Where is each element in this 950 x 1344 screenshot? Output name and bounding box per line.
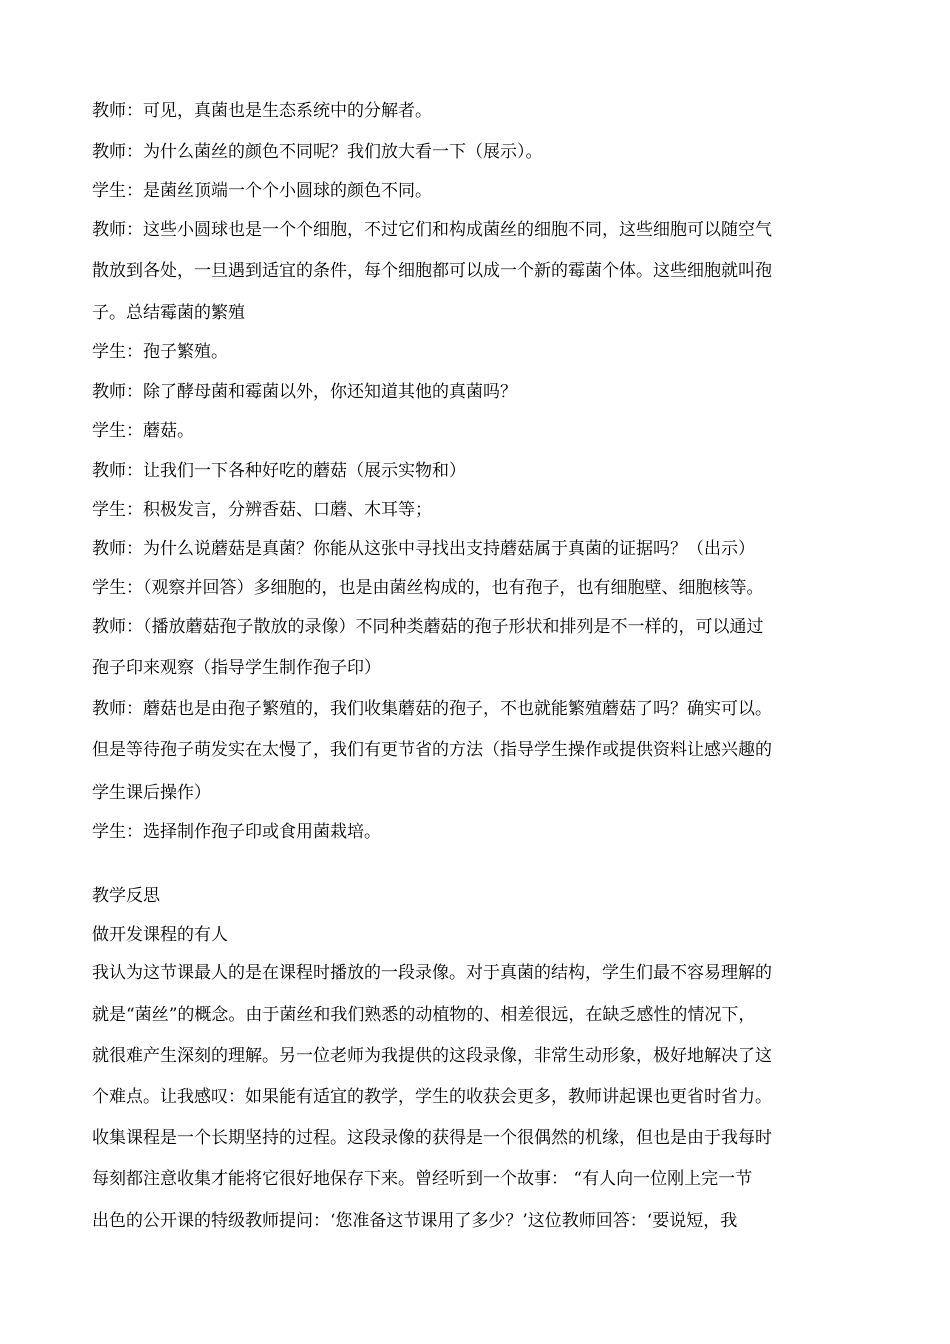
text-line: 教师：蘑菇也是由孢子繁殖的，我们收集蘑菇的孢子，不也就能繁殖蘑菇了吗？确实可以。 xyxy=(92,699,772,719)
text-line: 就是“菌丝”的概念。由于菌丝和我们熟悉的动植物的、相差很远，在缺乏感性的情况下， xyxy=(92,1005,756,1025)
text-line: 学生：孢子繁殖。 xyxy=(92,342,228,362)
text-line: 就很难产生深刻的理解。另一位老师为我提供的这段录像，非常生动形象，极好地解决了这 xyxy=(92,1046,772,1066)
text-line: 每刻都注意收集才能将它很好地保存下来。曾经听到一个故事： “有人向一位刚上完一节 xyxy=(92,1169,753,1189)
text-line: 我认为这节课最人的是在课程时播放的一段录像。对于真菌的结构，学生们最不容易理解的 xyxy=(92,963,772,983)
text-line: 教师：（播放蘑菇孢子散放的录像）不同种类蘑菇的孢子形状和排列是不一样的，可以通过 xyxy=(92,617,764,637)
text-line: 学生课后操作） xyxy=(92,783,211,803)
section-heading: 教学反思 xyxy=(92,886,160,906)
text-line: 学生：（观察并回答）多细胞的，也是由菌丝构成的，也有孢子，也有细胞壁、细胞核等。 xyxy=(92,578,764,598)
text-line: 教师：可见，真菌也是生态系统中的分解者。 xyxy=(92,101,432,121)
text-line: 学生：是菌丝顶端一个个小圆球的颜色不同。 xyxy=(92,181,432,201)
text-line: 出色的公开课的特级教师提问：‘您准备这节课用了多少？’这位教师回答：‘要说短，我 xyxy=(92,1211,738,1231)
text-line: 收集课程是一个长期坚持的过程。这段录像的获得是一个很偶然的机缘，但也是由于我每时 xyxy=(92,1128,772,1148)
text-line: 教师：为什么说蘑菇是真菌？你能从这张中寻找出支持蘑菇属于真菌的证据吗？（出示） xyxy=(92,539,755,559)
text-line: 教师：让我们一下各种好吃的蘑菇（展示实物和） xyxy=(92,461,466,481)
text-line: 孢子印来观察（指导学生制作孢子印） xyxy=(92,658,381,678)
text-line: 散放到各处，一旦遇到适宜的条件，每个细胞都可以成一个新的霉菌个体。这些细胞就叫孢 xyxy=(92,261,772,281)
text-line: 学生：选择制作孢子印或食用菌栽培。 xyxy=(92,822,381,842)
text-line: 子。总结霉菌的繁殖 xyxy=(92,303,245,323)
section-subheading: 做开发课程的有人 xyxy=(92,925,228,945)
text-line: 教师：这些小圆球也是一个个细胞，不过它们和构成菌丝的细胞不同，这些细胞可以随空气 xyxy=(92,220,772,240)
text-line: 但是等待孢子萌发实在太慢了，我们有更节省的方法（指导学生操作或提供资料让感兴趣的 xyxy=(92,740,772,760)
text-line: 个难点。让我感叹：如果能有适宜的教学，学生的收获会更多，教师讲起课也更省时省力。 xyxy=(92,1087,772,1107)
text-line: 教师：除了酵母菌和霉菌以外，你还知道其他的真菌吗？ xyxy=(92,382,517,402)
text-line: 学生：积极发言，分辨香菇、口蘑、木耳等； xyxy=(92,500,432,520)
text-line: 学生：蘑菇。 xyxy=(92,421,194,441)
text-line: 教师：为什么菌丝的颜色不同呢？我们放大看一下（展示）。 xyxy=(92,142,543,162)
